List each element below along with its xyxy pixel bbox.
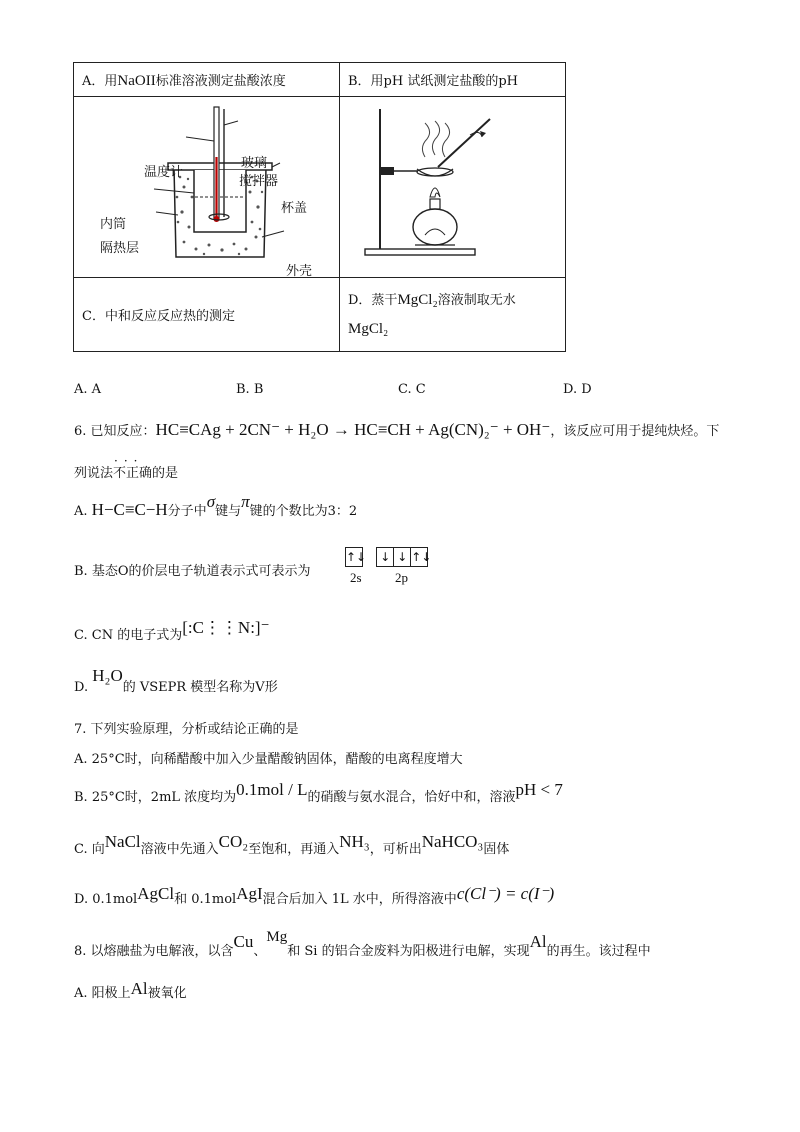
q5-choice-d: D. D bbox=[563, 382, 592, 397]
cell-calorimeter bbox=[74, 97, 340, 278]
q6-option-a: A. H−C≡C−H分子中σ键与π键的个数比为3：2 bbox=[74, 492, 358, 519]
q7-stem: 7. 下列实验原理，分析或结论正确的是 bbox=[74, 722, 299, 737]
formula-h2o: H₂O bbox=[92, 666, 123, 685]
q7-option-d: D. 0.1molAgCl和 0.1molAgI混合后加入 1L 水中，所得溶液中c(Cl⁻) = c(I⁻) bbox=[74, 884, 555, 907]
q6-stem-line2: 列说法不正确的是 bbox=[74, 466, 179, 481]
formula-naoh: NaOII bbox=[117, 72, 156, 89]
label-stirrer: 搅拌器 bbox=[239, 174, 279, 189]
cell-evaporation bbox=[340, 97, 566, 278]
q8-stem: 8. 以熔融盐为电解液，以含Cu、Mg和 Si 的铝合金废料为阳极进行电解，实现Al的再生。该过程中 bbox=[74, 929, 651, 959]
label-insulation: 隔热层 bbox=[100, 241, 140, 256]
q6-option-d: D. H₂O的 VSEPR 模型名称为V形 bbox=[74, 666, 278, 695]
q8-option-a: A. 阳极上Al被氧化 bbox=[74, 979, 187, 1001]
cell-d-title: D．蒸干MgCl₂溶液制取无水 MgCl₂ bbox=[340, 278, 566, 352]
q7-option-a: A. 25°C时，向稀醋酸中加入少量醋酸钠固体，醋酸的电离程度增大 bbox=[74, 752, 463, 767]
cn-electron-formula: [:C⋮⋮N:]⁻ bbox=[182, 618, 270, 637]
q5-choice-b: B. B bbox=[236, 382, 264, 397]
label-lid: 杯盖 bbox=[281, 201, 308, 216]
label-inner: 内筒 bbox=[100, 217, 127, 232]
q6-option-b: B. 基态O的价层电子轨道表示式可表示为 bbox=[74, 564, 311, 579]
q7-option-c: C. 向NaCl溶液中先通入CO₂至饱和，再通入NH₃，可析出NaHCO₃固体 bbox=[74, 832, 510, 857]
formula-mgcl2-anhydrous: MgCl₂ bbox=[348, 320, 389, 337]
q6-stem: 6. 已知反应：HC≡CAg + 2CN⁻ + H₂O → HC≡CH + Ag(CN)₂⁻ + OH⁻，该反应可用于提纯炔烃。下 bbox=[74, 420, 720, 439]
label-shell: 外壳 bbox=[286, 264, 313, 279]
q7-option-b: B. 25°C时，2mL 浓度均为0.1mol / L的硝酸与氨水混合，恰好中和，溶液pH < 7 bbox=[74, 780, 563, 805]
label-thermometer: 温度计 bbox=[144, 165, 184, 180]
q5-choice-c: C. C bbox=[398, 382, 426, 397]
cell-a-title: A．用NaOII标准溶液测定盐酸浓度 bbox=[74, 63, 340, 97]
cell-b-title: B．用pH 试纸测定盐酸的pH bbox=[340, 63, 566, 97]
options-table bbox=[73, 62, 566, 352]
q6-equation: HC≡CAg + 2CN⁻ + H₂O → HC≡CH + Ag(CN)₂⁻ + OH⁻ bbox=[155, 420, 551, 439]
cell-c-title: C．中和反应反应热的测定 bbox=[74, 278, 340, 352]
q6-option-c: C. CN 的电子式为[:C⋮⋮N:]⁻ bbox=[74, 618, 270, 643]
orbital-2p-2: ↓ bbox=[393, 547, 411, 567]
label-2s: 2s bbox=[350, 570, 362, 585]
q5-choice-a: A. A bbox=[74, 382, 102, 397]
orbital-2p-1: ↓ bbox=[376, 547, 394, 567]
orbital-2s: ↑↓ bbox=[345, 547, 363, 567]
orbital-diagram bbox=[346, 547, 432, 567]
label-2p: 2p bbox=[395, 570, 408, 585]
formula-mgcl2: MgCl₂ bbox=[397, 291, 438, 308]
label-glass: 玻璃 bbox=[241, 156, 268, 171]
emphasis-dots: ··· bbox=[114, 454, 144, 468]
orbital-2p-3: ↑↓ bbox=[410, 547, 428, 567]
evaporation-diagram bbox=[340, 97, 565, 273]
